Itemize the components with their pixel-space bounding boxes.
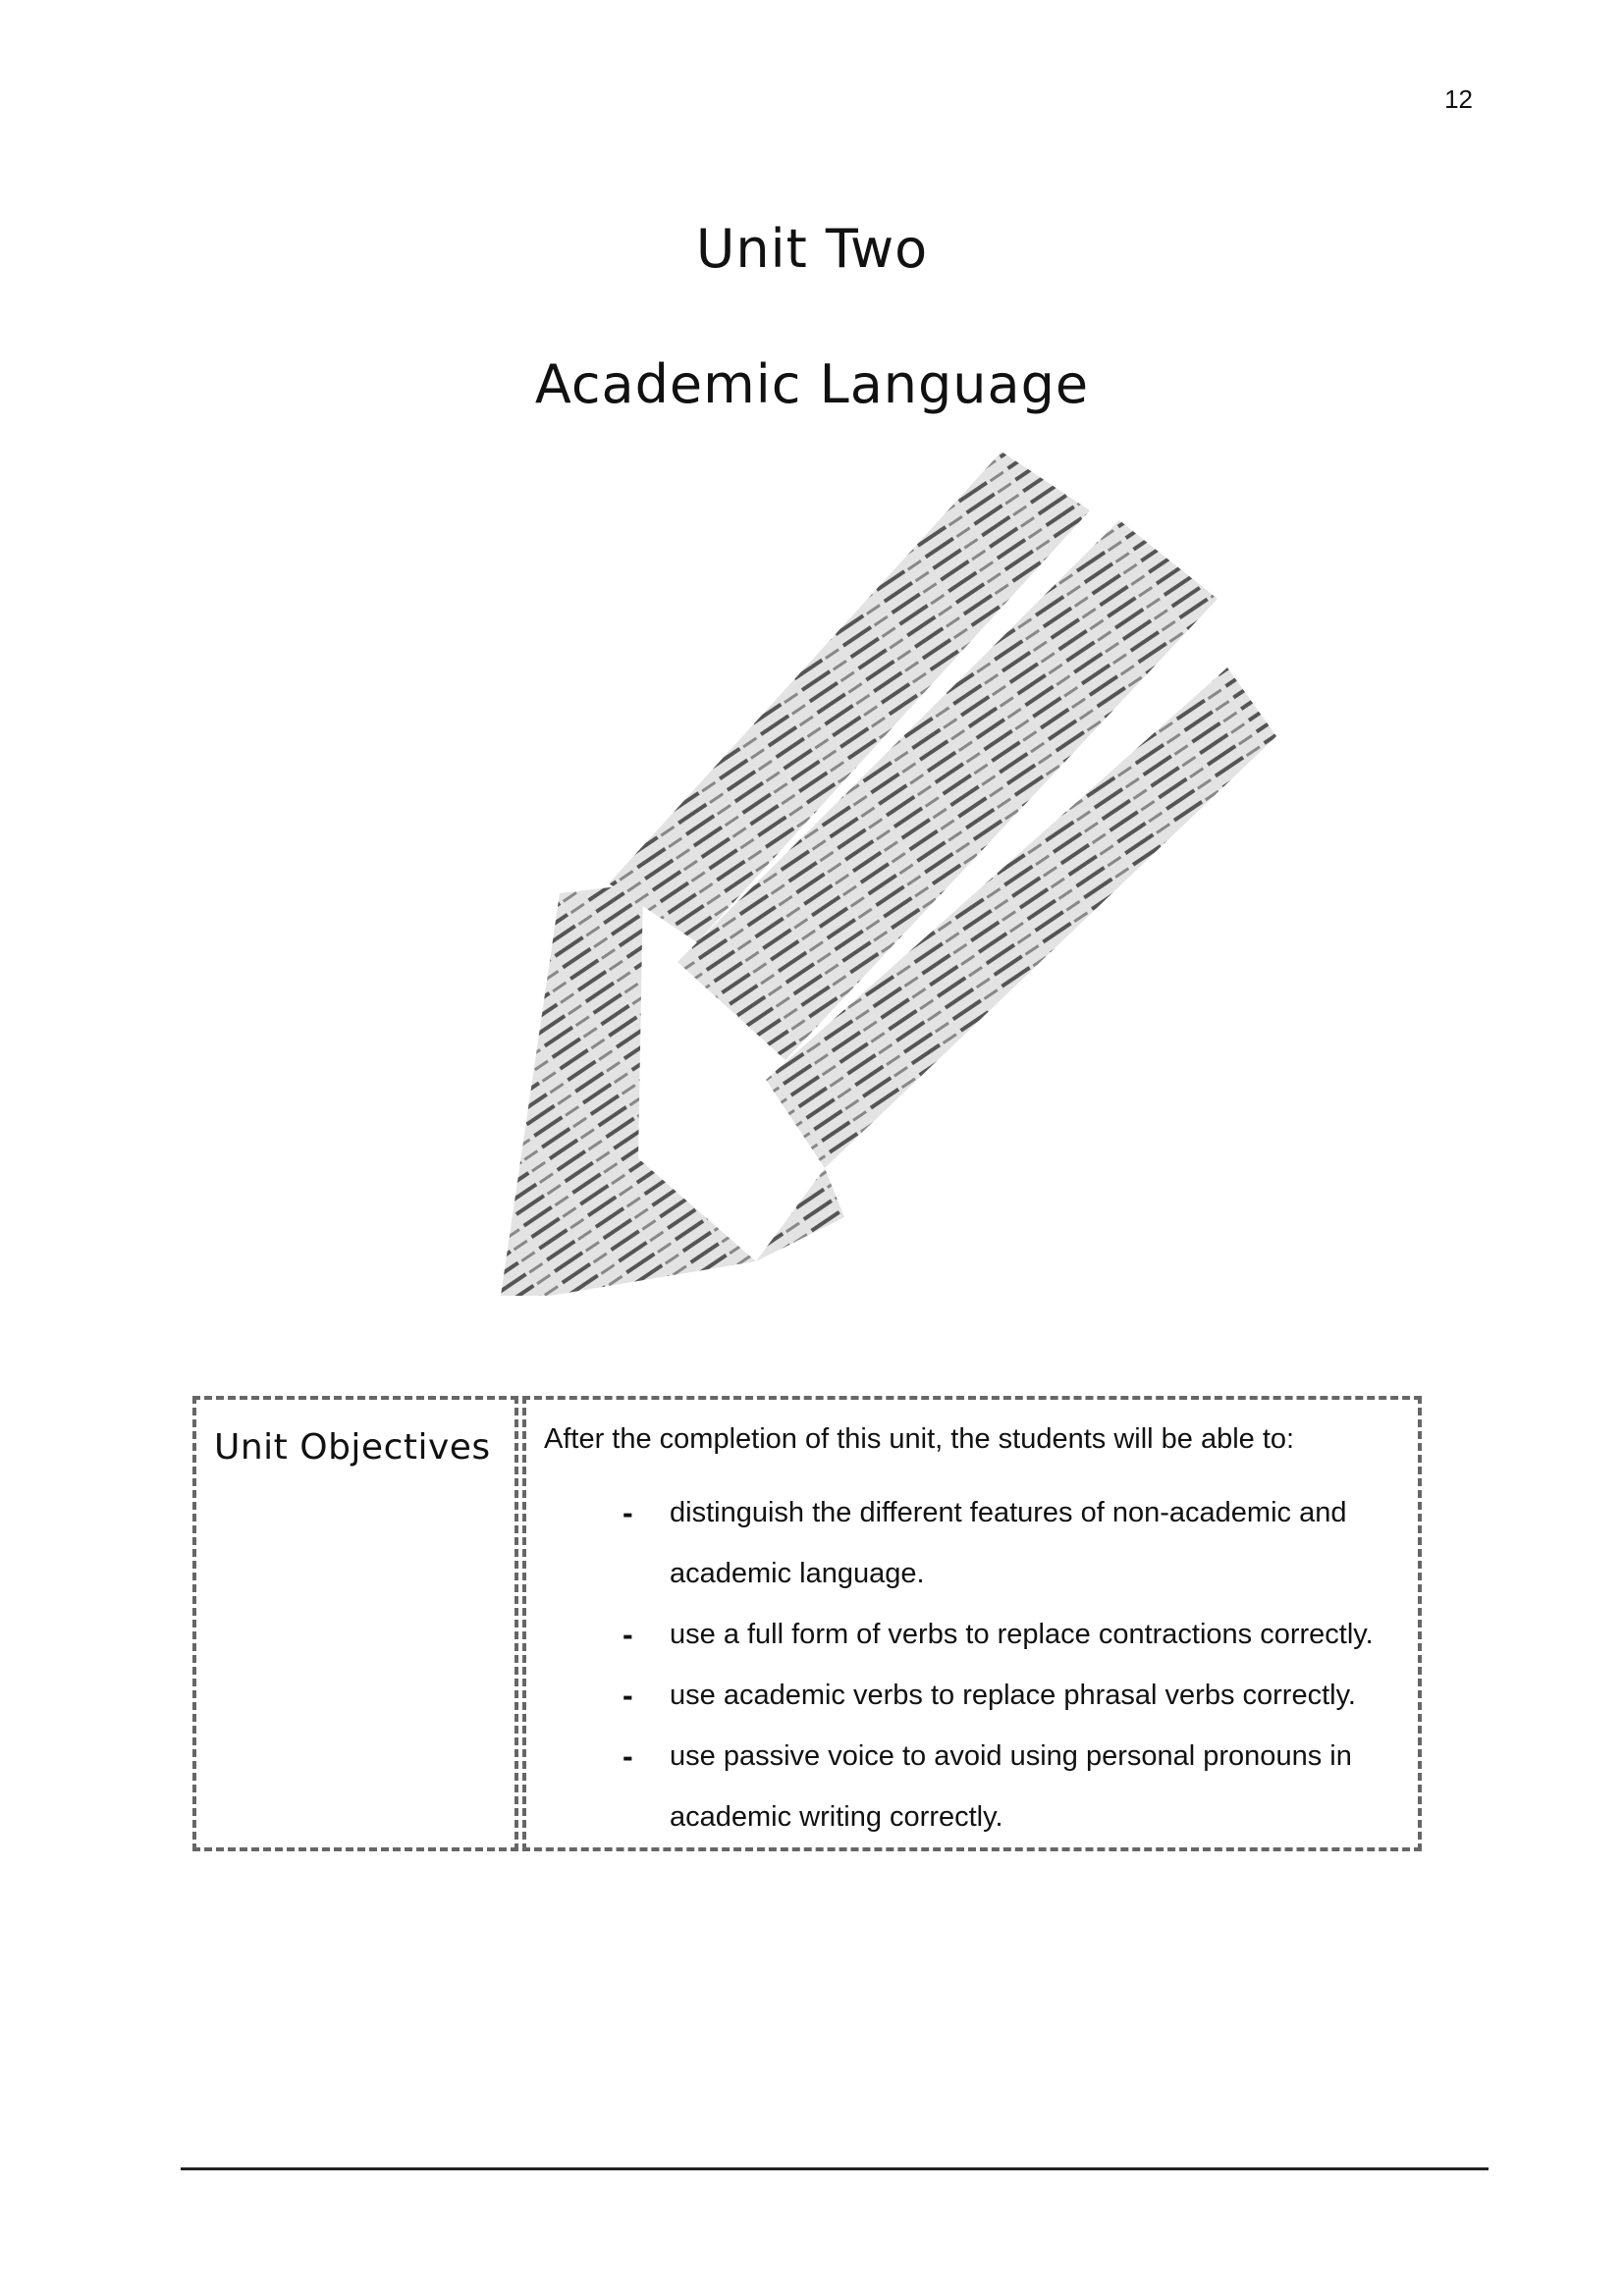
- objective-item: [623, 1482, 1408, 1604]
- objective-text: use academic verbs to replace phrasal verbs correctly.: [670, 1680, 1356, 1711]
- unit-subtitle: Academic Language: [534, 353, 1090, 415]
- page-number: 12: [1444, 84, 1473, 114]
- dash-bullet: -: [623, 1678, 633, 1713]
- objective-text: use a full form of verbs to replace contractions correctly.: [670, 1619, 1374, 1650]
- footer-divider: [181, 2167, 1489, 2170]
- objectives-heading-cell: [192, 1396, 518, 1851]
- objective-text: distinguish the different features of non-academic and academic language.: [670, 1497, 1347, 1589]
- objective-item: [623, 1726, 1408, 1847]
- objective-item: [623, 1604, 1408, 1665]
- pencil-word-cloud-icon: [412, 432, 1296, 1335]
- unit-title: Unit Two: [695, 218, 929, 280]
- dash-bullet: -: [623, 1495, 633, 1530]
- objectives-content-cell: [522, 1396, 1422, 1851]
- dash-bullet: -: [623, 1617, 633, 1652]
- objectives-intro: After the completion of this unit, the students will be able to:: [544, 1423, 1295, 1455]
- objective-text: use passive voice to avoid using personal pronouns in academic writing correctly.: [670, 1740, 1352, 1833]
- objectives-heading: Unit Objectives: [214, 1427, 491, 1468]
- objectives-table: [192, 1396, 1422, 1851]
- objectives-list: [623, 1482, 1408, 1847]
- dash-bullet: -: [623, 1738, 633, 1774]
- objective-item: [623, 1665, 1408, 1726]
